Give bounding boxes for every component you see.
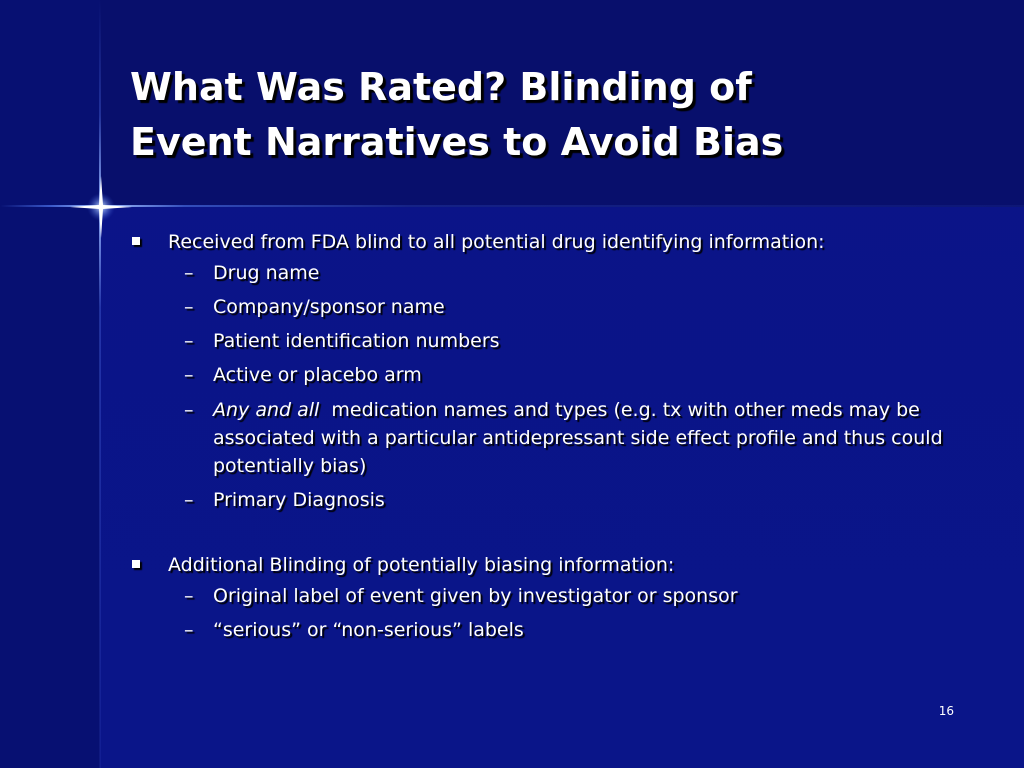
sub-item-text: “serious” or “non-serious” labels bbox=[213, 619, 524, 641]
slide-body bbox=[130, 227, 970, 644]
slide-title bbox=[130, 60, 990, 170]
dash-marker: – bbox=[184, 296, 194, 318]
sub-item-text: medication names and types (e.g. tx with other meds may be associated with a particular antidepressant side effect profile and thus could potentially bias) bbox=[213, 399, 943, 477]
sub-item-text: Company/sponsor name bbox=[213, 296, 445, 318]
sub-item bbox=[130, 362, 970, 389]
left-strip bbox=[0, 0, 100, 768]
sub-item bbox=[130, 396, 970, 480]
bullet-item bbox=[130, 550, 970, 580]
sub-item bbox=[130, 260, 970, 287]
dash-marker: – bbox=[184, 489, 194, 511]
dash-marker: – bbox=[184, 330, 194, 352]
sub-item-text: Primary Diagnosis bbox=[213, 489, 385, 511]
dash-marker: – bbox=[184, 585, 194, 607]
dash-marker: – bbox=[184, 364, 194, 386]
spacer bbox=[130, 514, 970, 550]
sparkle-icon bbox=[70, 176, 132, 238]
slide-number: 16 bbox=[938, 704, 954, 718]
sub-item bbox=[130, 328, 970, 355]
sub-item-text: Original label of event given by investigator or sponsor bbox=[213, 585, 738, 607]
bullet-text: Additional Blinding of potentially biasing information: bbox=[168, 554, 675, 576]
vertical-rule bbox=[99, 0, 101, 768]
sub-item-text: Active or placebo arm bbox=[213, 364, 422, 386]
square-bullet-icon bbox=[132, 237, 140, 245]
bullet-item bbox=[130, 227, 970, 257]
sub-item bbox=[130, 617, 970, 644]
sub-item bbox=[130, 294, 970, 321]
dash-marker: – bbox=[184, 619, 194, 641]
dash-marker: – bbox=[184, 262, 194, 284]
slide-title-line-2: Event Narratives to Avoid Bias bbox=[130, 120, 784, 164]
dash-marker: – bbox=[184, 399, 194, 421]
bullet-text: Received from FDA blind to all potential drug identifying information: bbox=[168, 231, 825, 253]
sub-item-text: Drug name bbox=[213, 262, 320, 284]
sub-item-text: Patient identification numbers bbox=[213, 330, 500, 352]
slide-title-line-1: What Was Rated? Blinding of bbox=[130, 65, 752, 109]
horizontal-rule bbox=[0, 205, 1024, 207]
sub-item bbox=[130, 583, 970, 610]
square-bullet-icon bbox=[132, 560, 140, 568]
sub-item-emphasis: Any and all bbox=[213, 399, 320, 421]
sub-item bbox=[130, 487, 970, 514]
